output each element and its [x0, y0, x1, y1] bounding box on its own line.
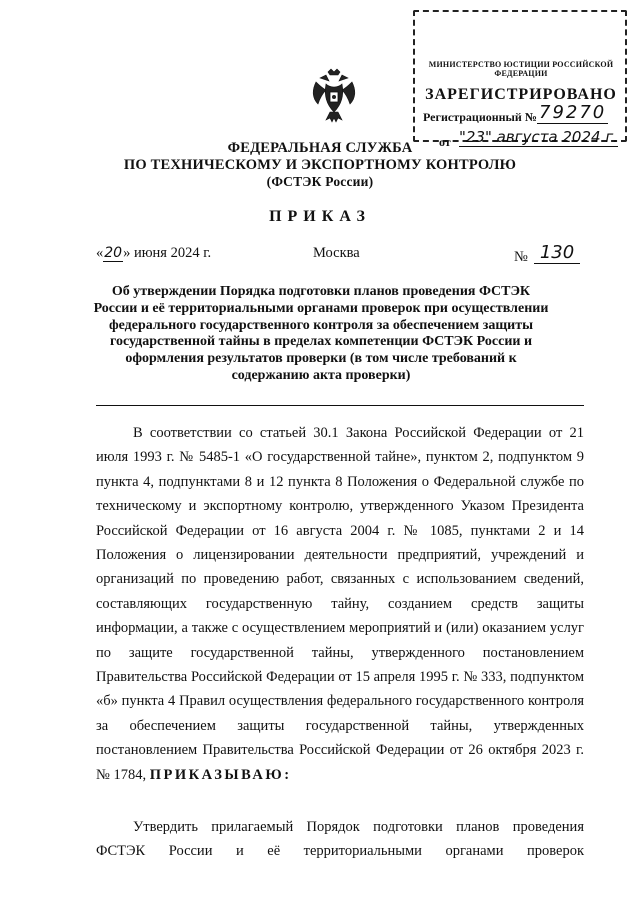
stamp-reg-number: 79270 [539, 102, 607, 123]
order-number [514, 242, 580, 267]
order-date-rest: » июня 2024 г. [123, 245, 212, 261]
registration-stamp [413, 10, 627, 149]
order-city: Москва [313, 245, 360, 261]
order-day: 20 [104, 245, 123, 261]
order-number-value: 130 [534, 242, 580, 264]
org-name-line1: ФЕДЕРАЛЬНАЯ СЛУЖБА [227, 140, 413, 156]
org-short-name: (ФСТЭК России) [266, 174, 374, 189]
stamp-reg-label: Регистрационный № [423, 110, 537, 124]
org-name-line2: ПО ТЕХНИЧЕСКОМУ И ЭКСПОРТНОМУ КОНТРОЛЮ [123, 157, 517, 173]
order-number-label: № [514, 249, 528, 265]
divider [96, 405, 584, 406]
order-clause-1 [96, 815, 584, 864]
stamp-status: ЗАРЕГИСТРИРОВАНО [425, 86, 617, 103]
order-word: ПРИКАЗЫВАЮ: [149, 766, 292, 783]
document-type-title: ПРИКАЗ [269, 208, 371, 225]
coat-of-arms-icon [310, 68, 358, 124]
stamp-date: "23" августа 2024 г. [459, 128, 618, 146]
order-subject: Об утверждении Порядка подготовки планов проведения ФСТЭК России и её территориальными органами проверок при осуществлении федерального государственного контроля за обеспечением защиты государственной тайны в пределах компетенции ФСТЭК России и оформления результатов проверки (в том числе требований к содержанию акта проверки) [93, 284, 549, 383]
order-date [96, 245, 211, 262]
order-preamble [96, 421, 584, 787]
clause-1-text: Утвердить прилагаемый Порядок подготовки планов проведения ФСТЭК России и её территориальными органами проверок [96, 819, 584, 860]
stamp-date-prefix: от [439, 135, 451, 149]
stamp-ministry: МИНИСТЕРСТВО ЮСТИЦИИ РОССИЙСКОЙ ФЕДЕРАЦИИ [428, 60, 614, 78]
preamble-text: В соответствии со статьей 30.1 Закона Российской Федерации от 21 июля 1993 г. № 5485-1 «О государственной тайне», пунктом 2, подпунктом 9 пункта 4, подпунктами 8 и 12 пункта 8 Положения о Федеральной службе по техническому и экспортному контролю, утвержденного Указом Президента Российской Федерации от 16 августа 2004 г. № 1085, пунктами 2 и 14 Положения о лицензировании деятельности предприятий, учреждений и организаций по проведению работ, связанных с использованием сведений, составляющих государственную тайну, созданием средств защиты информации, а также с осуществлением мероприятий и (или) оказанием услуг по защите государственной тайны, утвержденного постановлением Правительства Российской Федерации от 15 апреля 1995 г. № 333, подпунктом «б» пункта 4 Правил осуществления федерального государственного контроля за обеспечением защиты государственной тайны, утвержденных постановлением Правительства Российской Федерации от 26 октября 2023 г. № 1784, [96, 425, 584, 783]
date-open-quote: « [96, 245, 104, 261]
